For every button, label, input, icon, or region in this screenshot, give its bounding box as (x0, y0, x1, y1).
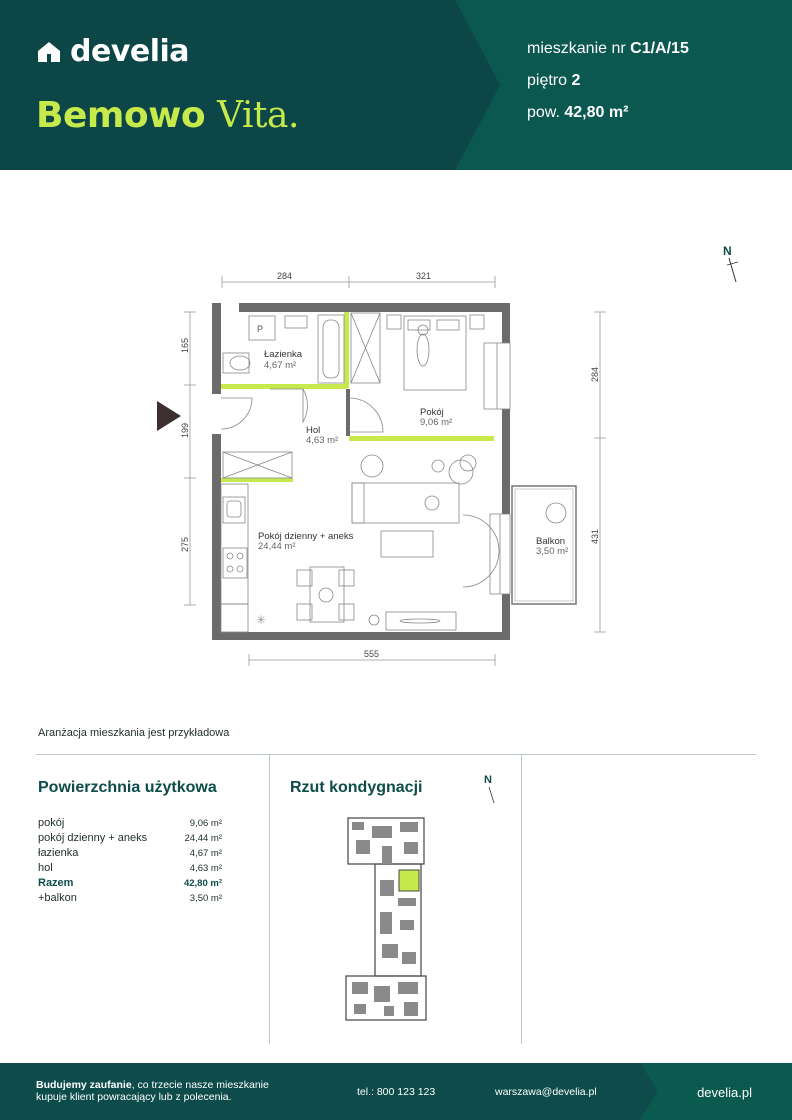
area-row: pokój dzienny + aneks 24,44 m² (38, 832, 222, 844)
contact-email[interactable]: warszawa@develia.pl (495, 1086, 597, 1098)
house-icon (36, 41, 62, 63)
doors (221, 389, 499, 587)
new-partitions (221, 312, 494, 482)
project-title (36, 95, 299, 136)
room-living-area: 24,44 m² (258, 541, 296, 552)
website-link[interactable]: develia.pl (697, 1085, 752, 1100)
room-bedroom-name: Pokój (420, 407, 444, 418)
area-row: hol 4,63 m² (38, 862, 222, 874)
dim-right-bottom: 431 (590, 528, 600, 544)
header (0, 0, 792, 170)
room-bathroom-name: Łazienka (264, 349, 303, 360)
dim-top-left: 284 (277, 271, 293, 281)
bathroom-fixtures (223, 313, 380, 383)
dim-left-bottom: 275 (180, 536, 190, 552)
project-name-serif: Vita. (217, 95, 299, 136)
brand-logo[interactable] (36, 34, 189, 69)
area-row: pokój 9,06 m² (38, 817, 222, 829)
fixture-label: P (257, 324, 264, 334)
brand-name: develia (70, 34, 190, 69)
room-living-name: Pokój dzienny + aneks (258, 531, 354, 542)
north-compass-icon (484, 774, 494, 803)
apartment-floor: piętro 2 (527, 72, 581, 89)
room-balcony-area: 3,50 m² (536, 546, 569, 557)
highlighted-apartment (399, 870, 419, 891)
dim-right-top: 284 (590, 366, 600, 382)
contact-phone[interactable]: tel.: 800 123 123 (357, 1086, 436, 1098)
area-row: łazienka 4,67 m² (38, 847, 222, 859)
outer-walls (212, 303, 510, 640)
room-hall-area: 4,63 m² (306, 435, 339, 446)
room-balcony-name: Balkon (536, 536, 566, 547)
room-bathroom-area: 4,67 m² (264, 360, 297, 371)
area-total-row: Razem 42,80 m² (38, 877, 222, 889)
dim-bottom: 555 (364, 649, 380, 659)
area-row: +balkon 3,50 m² (38, 892, 222, 904)
header-background (0, 0, 792, 170)
room-labels (258, 349, 568, 557)
living-furniture (221, 483, 459, 632)
room-bedroom-area: 9,06 m² (420, 417, 453, 428)
entrance-arrow-icon (157, 401, 181, 431)
north-compass-icon (723, 244, 738, 282)
room-hall-name: Hol (306, 425, 321, 436)
dimension-lines (184, 276, 606, 666)
svg-text:✳: ✳ (256, 613, 267, 627)
svg-text:N: N (723, 244, 732, 258)
divider (36, 754, 756, 755)
dim-left-mid: 199 (180, 422, 190, 438)
arrangement-note: Aranżacja mieszkania jest przykładowa (38, 727, 230, 739)
apartment-number: mieszkanie nr C1/A/15 (527, 40, 689, 57)
bedroom-furniture (361, 315, 566, 523)
footer (0, 1063, 792, 1120)
project-name-sans: Bemowo (36, 95, 206, 136)
apartment-floor-plan (0, 170, 792, 700)
dim-left-top: 165 (180, 337, 190, 353)
apartment-area: pow. 42,80 m² (527, 104, 629, 121)
floor-plan-title: Rzut kondygnacji (290, 779, 423, 796)
svg-text:N: N (484, 774, 492, 786)
usable-area-title: Powierzchnia użytkowa (38, 779, 217, 796)
trust-message: Budujemy zaufanie, co trzecie nasze mieszkanie kupuje klient powracający lub z polecenia. (36, 1079, 269, 1103)
building-floor-key-plan (0, 770, 792, 1060)
dim-top-right: 321 (416, 271, 432, 281)
